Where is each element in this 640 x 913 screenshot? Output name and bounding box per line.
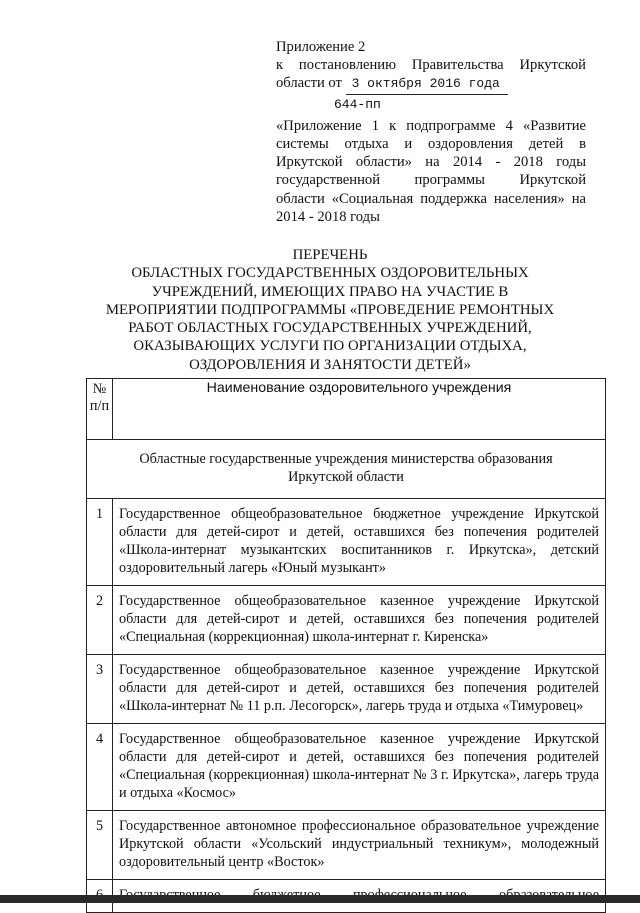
resolution-line: к постановлению Правительства Иркутской — [276, 57, 586, 74]
title-line: ОБЛАСТНЫХ ГОСУДАРСТВЕННЫХ ОЗДОРОВИТЕЛЬНЫХ — [131, 265, 529, 282]
title-line: МЕРОПРИЯТИИ ПОДПРОГРАММЫ «ПРОВЕДЕНИЕ РЕМОНТНЫХ — [105, 301, 555, 318]
quote-line: системы отдыха и оздоровления детей в — [276, 136, 586, 153]
appendix-label: Приложение 2 — [276, 39, 366, 55]
document-title — [60, 246, 600, 374]
header-num-cell — [87, 379, 113, 440]
row-name: Государственное общеобразовательное казенное учреждение Иркутской области для детей-сирот и детей, оставшихся без попечения родителей «Школа-интернат № 11 р.п. Лесогорск», лагерь труда и отдыха «Тимуровец» — [113, 655, 606, 724]
region-from: области от — [276, 75, 342, 92]
row-name: Государственное общеобразовательное бюджетное учреждение Иркутской области для детей-сирот и детей, оставшихся без попечения родителей «Школа-интернат музыкантских воспитанников г. Иркутска», детский оздоровительный лагерь «Юный музыкант» — [113, 499, 606, 586]
resolution-date: 3 октября 2016 года — [346, 75, 508, 94]
quote-line: области «Социальная поддержка населения» на — [276, 190, 586, 207]
title-line: ПЕРЕЧЕНЬ — [292, 247, 368, 263]
quote-line: государственной программы Иркутской — [276, 172, 586, 189]
table-row — [87, 811, 606, 880]
date-line — [276, 74, 586, 94]
quote-line: 2014 - 2018 годы — [276, 208, 380, 225]
section-title: Областные государственные учреждения министерства образования Иркутской области — [87, 440, 606, 499]
table-row — [87, 655, 606, 724]
row-name: Государственное общеобразовательное казенное учреждение Иркутской области для детей-сирот и детей, оставшихся без попечения родителей «Специальная (коррекционная) школа-интернат г. Киренска» — [113, 586, 606, 655]
table-row — [87, 586, 606, 655]
table-row — [87, 499, 606, 586]
title-line: УЧРЕЖДЕНИЙ, ИМЕЮЩИХ ПРАВО НА УЧАСТИЕ В — [151, 283, 509, 300]
scan-edge-divider — [0, 895, 640, 903]
appendix-header — [276, 38, 586, 226]
title-line: РАБОТ ОБЛАСТНЫХ ГОСУДАРСТВЕННЫХ УЧРЕЖДЕНИЙ, — [128, 320, 532, 337]
header-num-abbr: п/п — [89, 398, 110, 414]
row-number: 2 — [87, 586, 113, 655]
row-name: Государственное автономное профессиональное образовательное учреждение Иркутской области «Усольский индустриальный техникум», молодежный оздоровительный центр «Восток» — [113, 811, 606, 880]
quote-line: «Приложение 1 к подпрограмме 4 «Развитие — [276, 117, 586, 134]
section-row — [87, 440, 606, 499]
row-number: 3 — [87, 655, 113, 724]
header-num-symbol: № — [92, 381, 107, 397]
quote-line: Иркутской области» на 2014 - 2018 годы — [276, 154, 586, 171]
institutions-table — [86, 378, 606, 913]
row-number: 4 — [87, 724, 113, 811]
header-name-cell: Наименование оздоровительного учреждения — [113, 379, 606, 440]
title-line: ОКАЗЫВАЮЩИХ УСЛУГИ ПО ОРГАНИЗАЦИИ ОТДЫХА, — [133, 338, 527, 355]
title-line: ОЗДОРОВЛЕНИЯ И ЗАНЯТОСТИ ДЕТЕЙ» — [189, 356, 471, 373]
row-number: 1 — [87, 499, 113, 586]
row-number: 5 — [87, 811, 113, 880]
quote-block — [276, 117, 586, 226]
resolution-number: 644-пп — [334, 96, 381, 112]
table-row — [87, 724, 606, 811]
row-name: Государственное общеобразовательное казенное учреждение Иркутской области для детей-сирот и детей, оставшихся без попечения родителей «Специальная (коррекционная) школа-интернат № 3 г. Иркутска», лагерь труда и отдыха «Космос» — [113, 724, 606, 811]
table-header-row — [87, 379, 606, 440]
